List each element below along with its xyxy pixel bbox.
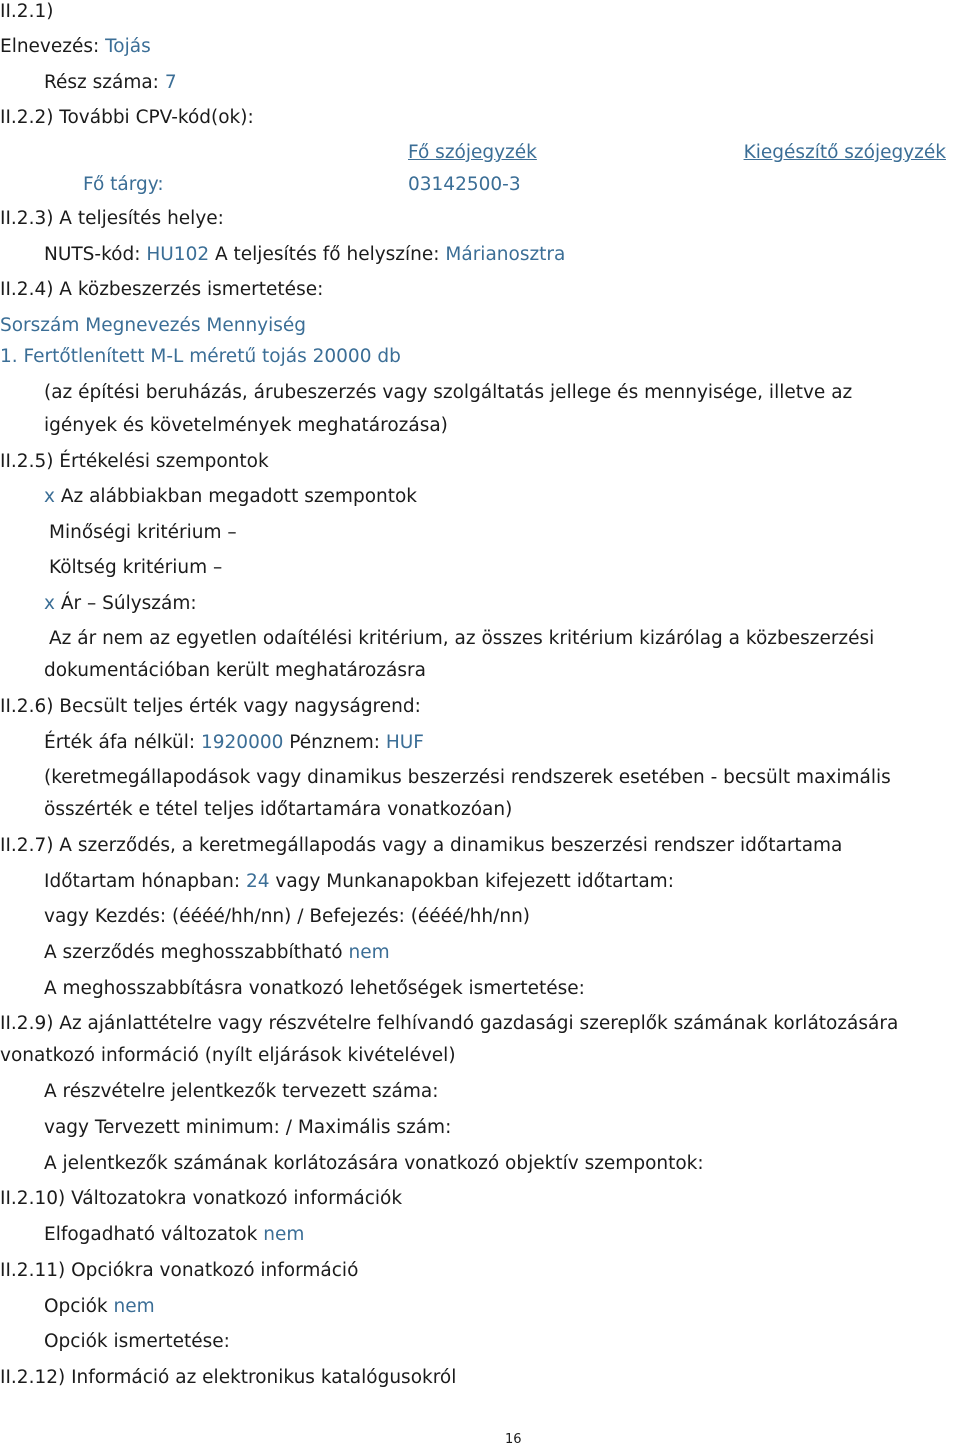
place-value: Márianosztra (445, 244, 566, 265)
item-row: 1. Fertőtlenített M-L méretű tojás 20000 db (0, 346, 401, 367)
variants-label: Elfogadható változatok (44, 1224, 258, 1245)
duration-row (44, 870, 674, 894)
section-2-2-6-heading: II.2.6) Becsült teljes érték vagy nagyságrend: (0, 696, 421, 717)
name-label: Elnevezés: (0, 36, 100, 57)
main-object-label: Fő tárgy: (83, 174, 164, 195)
extension-description: A meghosszabbításra vonatkozó lehetőségek ismertetése: (44, 978, 585, 999)
quality-criterion: Minőségi kritérium – (49, 522, 237, 543)
criteria-option-label: Az alábbiakban megadott szempontok (60, 486, 418, 507)
section-2-2-12-heading: II.2.12) Információ az elektronikus katalógusokról (0, 1367, 457, 1388)
description-note-line-1: (az építési beruházás, árubeszerzés vagy szolgáltatás jellege és mennyisége, illetve az (44, 382, 853, 403)
criteria-option-row (44, 485, 417, 509)
options-value: nem (113, 1296, 155, 1317)
price-note-line-1: Az ár nem az egyetlen odaítélési kritérium, az összes kritérium kizárólag a közbeszerzési (49, 628, 875, 649)
duration-workdays-label: vagy Munkanapokban kifejezett időtartam: (275, 871, 674, 892)
value-note-line-1: (keretmegállapodások vagy dinamikus beszerzési rendszerek esetében - becsült maximális (44, 767, 891, 788)
part-number-label: Rész száma: (44, 72, 159, 93)
section-2-2-1-number: II.2.1) (0, 1, 54, 22)
options-row (44, 1295, 155, 1319)
price-row (44, 592, 197, 616)
price-note-line-2: dokumentációban került meghatározásra (44, 660, 426, 681)
objective-criteria: A jelentkezők számának korlátozására vonatkozó objektív szempontok: (44, 1153, 704, 1174)
price-weight-label: Ár – Súlyszám: (60, 593, 197, 614)
value-label: Érték áfa nélkül: (44, 732, 196, 753)
section-2-2-2-heading: II.2.2) További CPV-kód(ok): (0, 107, 254, 128)
items-table-header: Sorszám Megnevezés Mennyiség (0, 315, 307, 336)
currency-value: HUF (385, 732, 424, 753)
section-2-2-10-heading: II.2.10) Változatokra vonatkozó információk (0, 1188, 403, 1209)
value-row (44, 731, 424, 755)
main-vocabulary-header: Fő szójegyzék (408, 142, 537, 163)
section-2-2-5-heading: II.2.5) Értékelési szempontok (0, 451, 269, 472)
section-2-2-7-heading: II.2.7) A szerződés, a keretmegállapodás vagy a dinamikus beszerzési rendszer időtartama (0, 835, 843, 856)
name-row (0, 35, 151, 59)
checkbox-mark: x (44, 486, 55, 507)
start-end-dates: vagy Kezdés: (éééé/hh/nn) / Befejezés: (éééé/hh/nn) (44, 906, 531, 927)
nuts-value: HU102 (146, 244, 210, 265)
price-checkbox-mark: x (44, 593, 55, 614)
name-value: Tojás (105, 36, 151, 57)
part-number-value: 7 (164, 72, 177, 93)
variants-row (44, 1223, 304, 1247)
min-max-candidates: vagy Tervezett minimum: / Maximális szám: (44, 1117, 452, 1138)
options-description: Opciók ismertetése: (44, 1331, 230, 1352)
section-2-2-3-heading: II.2.3) A teljesítés helye: (0, 208, 224, 229)
planned-candidates: A részvételre jelentkezők tervezett száma: (44, 1081, 439, 1102)
section-2-2-11-heading: II.2.11) Opciókra vonatkozó információ (0, 1260, 359, 1281)
options-label: Opciók (44, 1296, 108, 1317)
currency-label: Pénznem: (289, 732, 380, 753)
value-amount: 1920000 (200, 732, 284, 753)
place-label: A teljesítés fő helyszíne: (215, 244, 440, 265)
page-number: 16 (505, 1432, 522, 1447)
value-note-line-2: összérték e tétel teljes időtartamára vonatkozóan) (44, 799, 513, 820)
cpv-code: 03142500-3 (408, 174, 521, 195)
supplementary-vocabulary-header: Kiegészítő szójegyzék (743, 142, 946, 163)
extension-row (44, 941, 390, 965)
section-2-2-4-heading: II.2.4) A közbeszerzés ismertetése: (0, 279, 324, 300)
part-number-row (44, 71, 177, 95)
duration-months-value: 24 (245, 871, 270, 892)
section-2-2-9-heading-line-1: II.2.9) Az ajánlattételre vagy részvételre felhívandó gazdasági szereplők számának korlátozására (0, 1013, 899, 1034)
duration-months-label: Időtartam hónapban: (44, 871, 241, 892)
nuts-row (44, 243, 565, 267)
description-note-line-2: igények és követelmények meghatározása) (44, 415, 448, 436)
variants-value: nem (263, 1224, 305, 1245)
extension-value: nem (348, 942, 390, 963)
nuts-label: NUTS-kód: (44, 244, 141, 265)
cost-criterion: Költség kritérium – (49, 557, 223, 578)
extension-label: A szerződés meghosszabbítható (44, 942, 343, 963)
section-2-2-9-heading-line-2: vonatkozó információ (nyílt eljárások kivételével) (0, 1045, 456, 1066)
